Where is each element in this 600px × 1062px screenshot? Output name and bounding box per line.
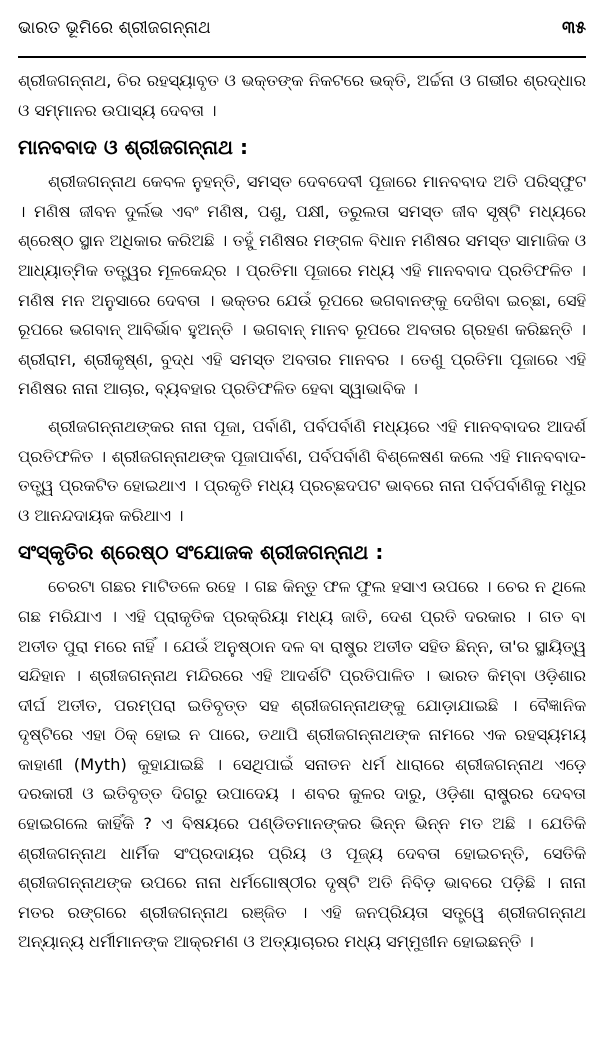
header-rule [18,56,586,58]
section-heading-humanism: ମାନବବାଦ ଓ ଶ୍ରୀଜଗନ୍ନାଥ : [18,135,248,160]
book-page [18,0,586,1062]
page-number: ୩୫ [562,18,586,38]
paragraph-humanism-2: ଶ୍ରୀଜଗନ୍ନାଥଙ୍କର ନାନା ପୂଜା, ପର୍ବାଣି, ପର୍ବପର୍ବାଣି ମଧ୍ୟରେ ଏହି ମାନବବାଦର ଆଦର୍ଶ ପ୍ରତିଫଳିତ । ଶ୍ରୀଜଗନ୍ନାଥଙ୍କ ପୂଜାପାର୍ବଣ, ପର୍ବପର୍ବାଣି ବିଶ୍ଳେଷଣ କଲେ ଏହି ମାନବବାଦ-ତତ୍ତ୍ୱ ପ୍ରକଟିତ ହୋଇଥାଏ । ପ୍ରକୃତି ମଧ୍ୟ ପ୍ରଚ୍ଛଦପଟ ଭାବରେ ନାନା ପର୍ବପର୍ବାଣିକୁ ମଧୁର ଓ ଆନନ୍ଦଦାୟକ କରିଥାଏ । [18,416,586,525]
paragraph-gap [18,404,586,412]
paragraph-humanism-1: ଶ୍ରୀଜଗନ୍ନାଥ କେବଳ ନୁହନ୍ତି, ସମସ୍ତ ଦେବଦେବୀ ପୂଜାରେ ମାନବବାଦ ଅତି ପରିସ୍ଫୁଟ । ମଣିଷ ଜୀବନ ଦୁର୍ଲଭ ଏବଂ ମଣିଷ, ପଶୁ, ପକ୍ଷୀ, ତରୁଲତା ସମସ୍ତ ଜୀବ ସୃଷ୍ଟି ମଧ୍ୟରେ ଶ୍ରେଷ୍ଠ ସ୍ଥାନ ଅଧିକାର କରିଅଛି । ତହୁଁ ମଣିଷର ମଙ୍ଗଳ ବିଧାନ ମଣିଷର ସମସ୍ତ ସାମାଜିକ ଓ ଆଧ୍ୟାତ୍ମିକ ତତ୍ତ୍ୱର ମୂଳକେନ୍ଦ୍ର । ପ୍ରତିମା ପୂଜାରେ ମଧ୍ୟ ଏହି ମାନବବାଦ ପ୍ରତିଫଳିତ । ମଣିଷ ମନ ଅନୁସାରେ ଦେବତା । ଭକ୍ତର ଯେଉଁ ରୂପରେ ଭଗବାନଙ୍କୁ ଦେଖିବା ଇଚ୍ଛା, ସେହି ରୂପରେ ଭଗବାନ୍ ଆବିର୍ଭାବ ହୁଅନ୍ତି । ଭଗବାନ୍ ମାନବ ରୂପରେ ଅବତାର ଗ୍ରହଣ କରିଛନ୍ତି । ଶ୍ରୀରାମ, ଶ୍ରୀକୃଷ୍ଣ, ବୁଦ୍ଧ ଏହି ସମସ୍ତ ଅବତାର ମାନବର । ତେଣୁ ପ୍ରତିମା ପୂଜାରେ ଏହି ମଣିଷର ନାନା ଆଚାର, ବ୍ୟବହାର ପ୍ରତିଫଳିତ ହେବା ସ୍ୱାଭାବିକ । [18,172,586,399]
page-content [18,66,586,957]
intro-paragraph: ଶ୍ରୀଜଗନ୍ନାଥ, ଚିର ରହସ୍ୟାବୃତ ଓ ଭକ୍ତଙ୍କ ନିକଟରେ ଭକ୍ତି, ଅର୍ଚ୍ଚନା ଓ ଗଭୀର ଶ୍ରଦ୍ଧାର ଓ ସମ୍ମାନର ଉପାସ୍ୟ ଦେବତା । [18,71,586,120]
section-heading-culture: ସଂସ୍କୃତିର ଶ୍ରେଷ୍ଠ ସଂଯୋଜକ ଶ୍ରୀଜଗନ୍ନାଥ : [18,540,384,565]
running-title: ଭାରତ ଭୂମିରେ ଶ୍ରୀଜଗନ୍ନାଥ [18,18,211,38]
paragraph-culture: ଚେରଟା ଗଛର ମାଟିତଳେ ରହେ । ଗଛ କିନ୍ତୁ ଫଳ ଫୁଲ ହସାଏ ଉପରେ । ଚେର ନ ଥିଲେ ଗଛ ମରିଯାଏ । ଏହି ପ୍ରାକୃତିକ ପ୍ରକ୍ରିୟା ମଧ୍ୟ ଜାତି, ଦେଶ ପ୍ରତି ଦରକାର । ଗତ ବା ଅତୀତ ପୁରା ମରେ ନାହିଁ । ଯେଉଁ ଅନୁଷ୍ଠାନ ଦଳ ବା ରାଷ୍ଟ୍ର ଅତୀତ ସହିତ ଛିନ୍ନ, ତା'ର ସ୍ଥାୟିତ୍ୱ ସନ୍ଦିହାନ । ଶ୍ରୀଜଗନ୍ନାଥ ମନ୍ଦିରରେ ଏହି ଆଦର୍ଶଟି ପ୍ରତିପାଳିତ । ଭାରତ କିମ୍ବା ଓଡ଼ିଶାର ଦୀର୍ଘ ଅତୀତ, ପରମ୍ପରା ଇତିବୃତ୍ତ ସହ ଶ୍ରୀଜଗନ୍ନାଥଙ୍କୁ ଯୋଡ଼ାଯାଇଛି । ବୈଜ୍ଞାନିକ ଦୃଷ୍ଟିରେ ଏହା ଠିକ୍ ହୋଇ ନ ପାରେ, ତଥାପି ଶ୍ରୀଜଗନ୍ନାଥଙ୍କ ନାମରେ ଏକ ରହସ୍ୟମୟ କାହାଣୀ (Myth) କୁହାଯାଇଛି । ସେଥିପାଇଁ ସନାତନ ଧର୍ମ ଧାରାରେ ଶ୍ରୀଜଗନ୍ନାଥ ଏଡ଼େ ଦରକାରୀ ଓ ଇତିବୃତ୍ତ ଦିଗରୁ ଉପାଦେୟ । ଶବର କୁଳର ଦାରୁ, ଓଡ଼ିଶା ରାଷ୍ଟ୍ରର ଦେବତା ହୋଇଗଲେ କାହିଁକି ? ଏ ବିଷୟରେ ପଣ୍ଡିତମାନଙ୍କର ଭିନ୍ନ ଭିନ୍ନ ମତ ଅଛି । ଯେତିକି ଶ୍ରୀଜଗନ୍ନାଥ ଧାର୍ମିକ ସଂପ୍ରଦାୟର ପ୍ରିୟ ଓ ପୂଜ୍ୟ ଦେବତା ହୋଇଚନ୍ତି, ସେତିକି ଶ୍ରୀଜଗନ୍ନାଥଙ୍କ ଉପରେ ନାନା ଧର୍ମଗୋଷ୍ଠୀର ଦୃଷ୍ଟି ଅତି ନିବିଡ଼ ଭାବରେ ପଡ଼ିଛି । ନାନା ମତର ରଙ୍ଗରେ ଶ୍ରୀଜଗନ୍ନାଥ ରଞ୍ଜିତ । ଏହି ଜନପ୍ରିୟତା ସତ୍ତ୍ୱେ ଶ୍ରୀଜଗନ୍ନାଥ ଅନ୍ୟାନ୍ୟ ଧର୍ମୀମାନଙ୍କ ଆକ୍ରମଣ ଓ ଅତ୍ୟାଚାରର ମଧ୍ୟ ସମ୍ମୁଖୀନ ହୋଇଛନ୍ତି । [18,577,586,952]
running-head [18,18,586,44]
